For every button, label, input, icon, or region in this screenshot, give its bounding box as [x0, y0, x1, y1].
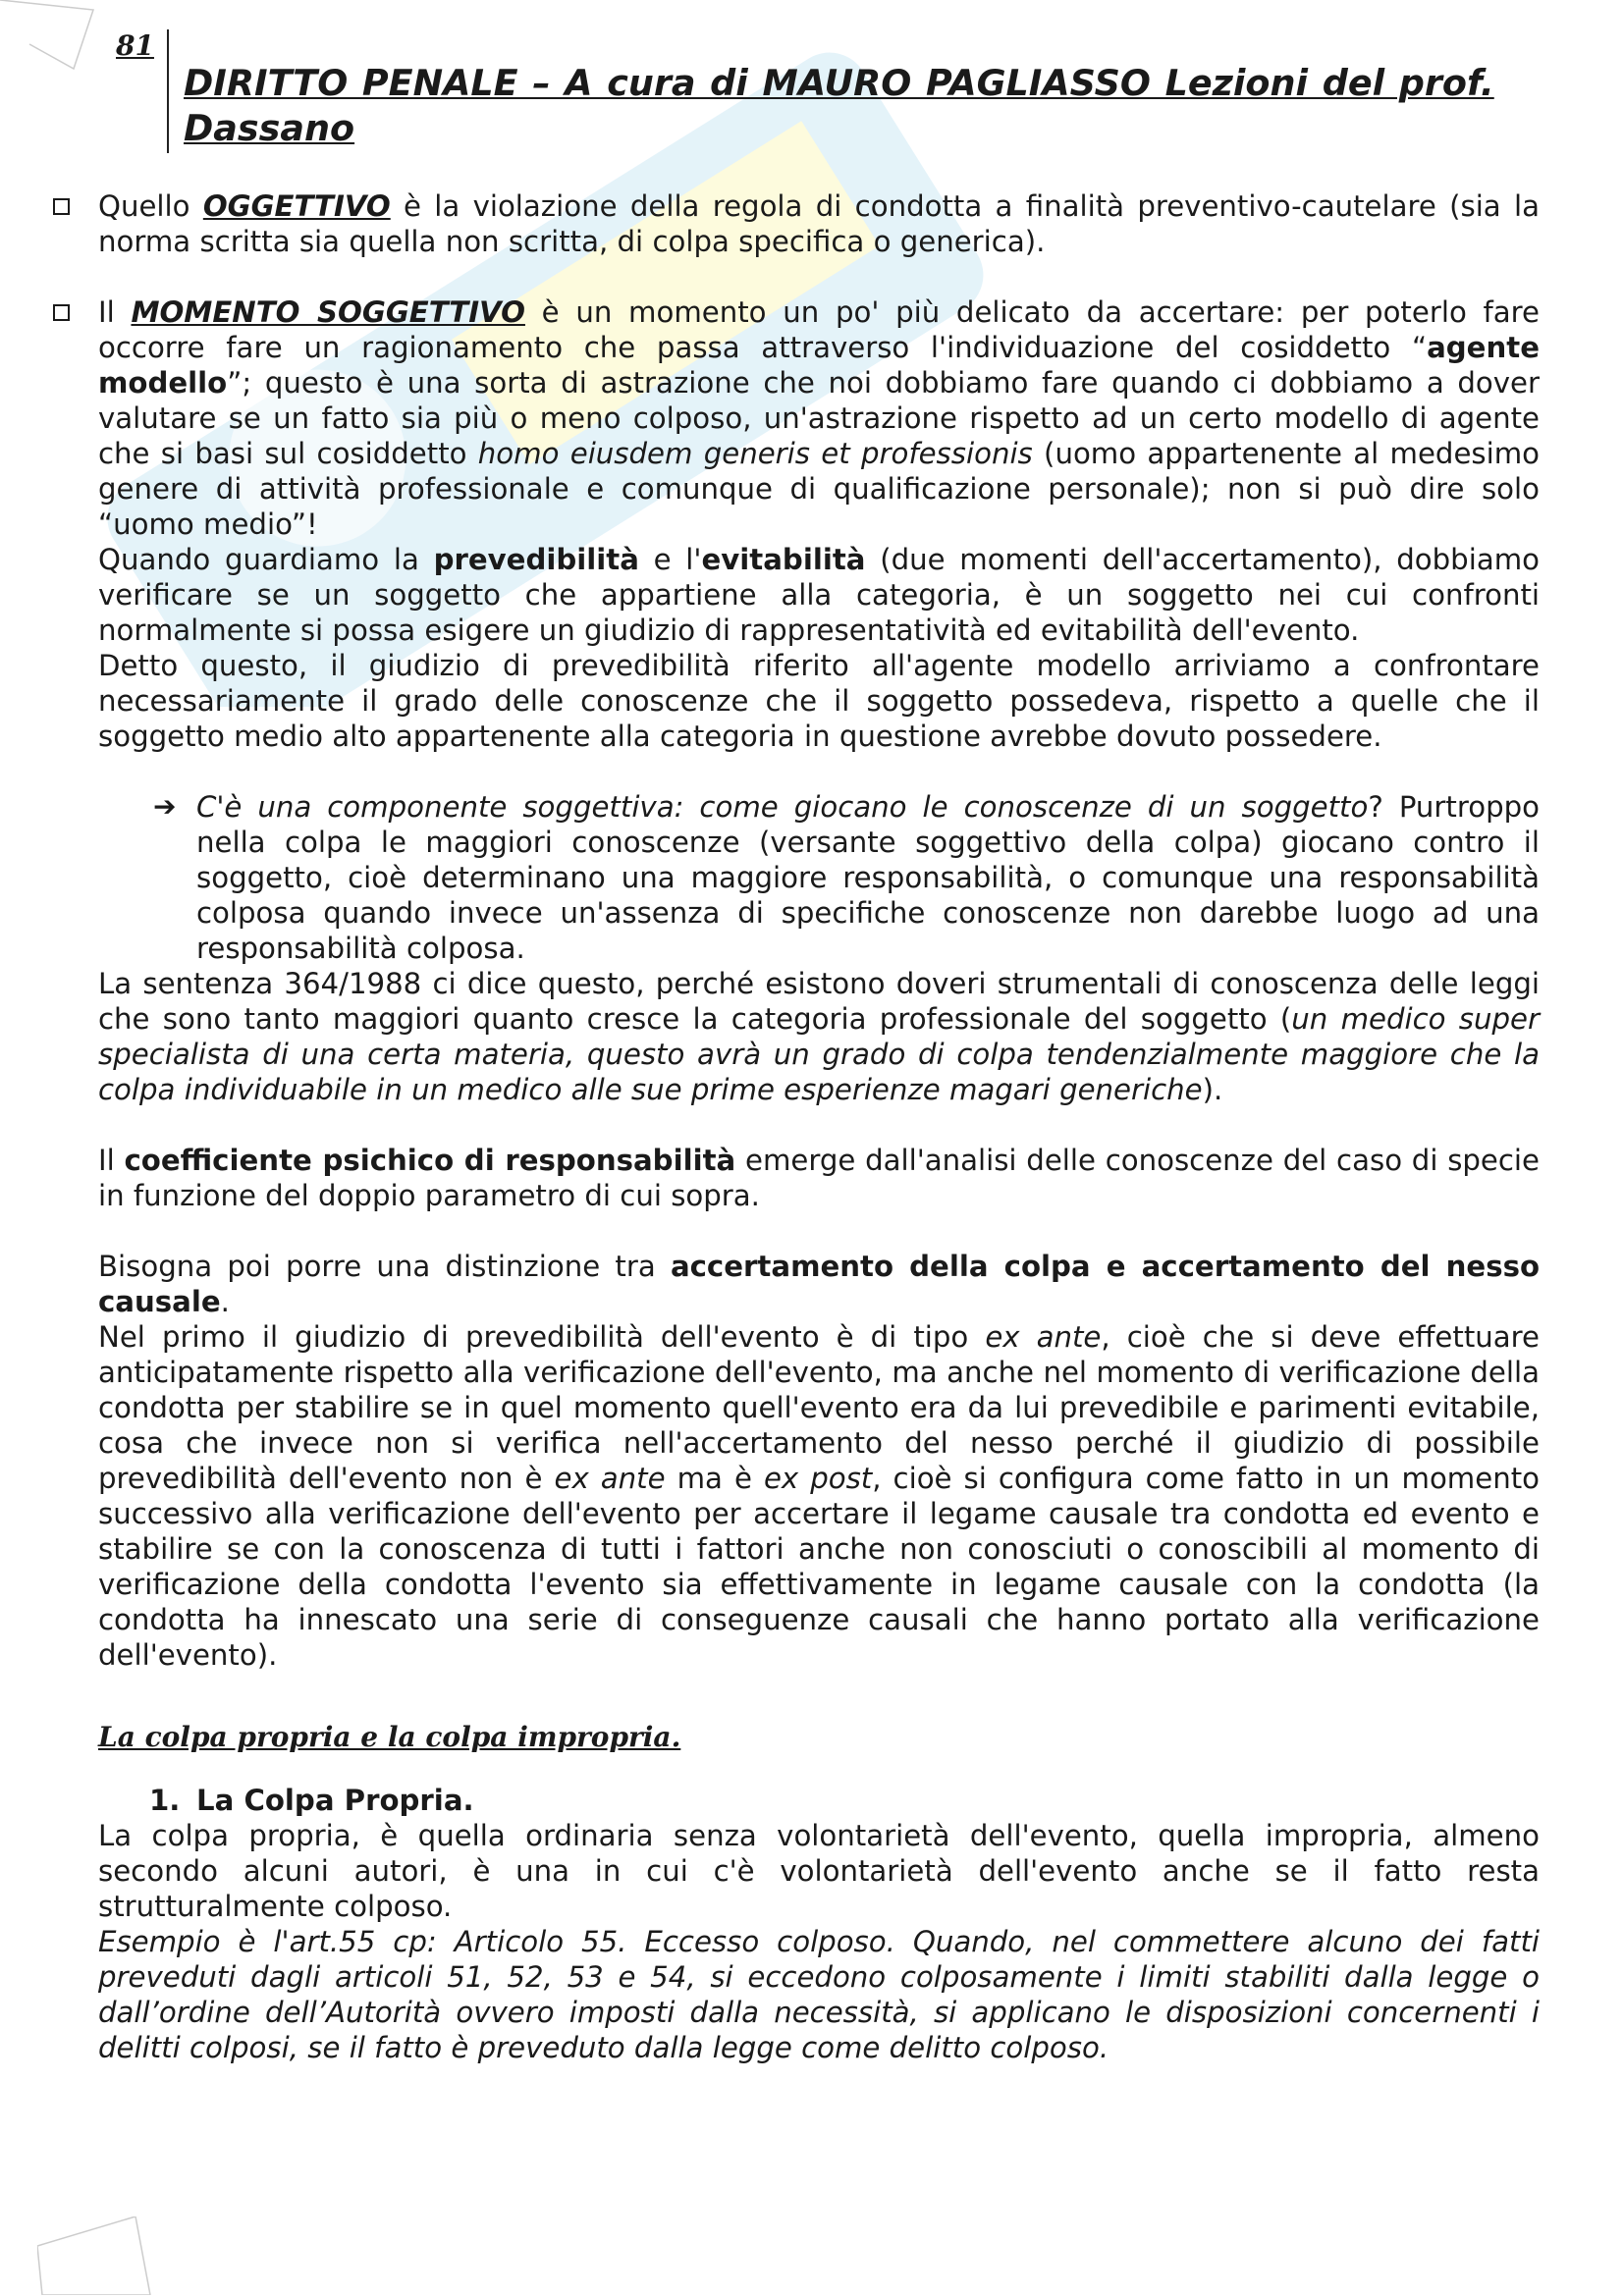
paragraph-momento-soggettivo: Il MOMENTO SOGGETTIVO è un momento un po' più delicato da accertare: per poterlo fare occorre fare un ragionamento che passa attraverso l'individuazione del cosiddetto “agente modello”; questo è una sorta di astrazione che noi dobbiamo fare quando ci dobbiamo a dover valutare se un fatto sia più o meno colposo, un'astrazione rispetto ad un certo modello di agente che si basi sul cosiddetto homo eiusdem generis et professionis (uomo appartenente al medesimo genere di attività professionale e comunque di qualificazione personale); non si può dire solo “uomo medio”!	[98, 294, 1540, 542]
list-heading-text: La Colpa Propria.	[196, 1784, 474, 1817]
page-header-title: DIRITTO PENALE – A cura di MAURO PAGLIASSO Lezioni del prof. Dassano	[184, 62, 1494, 149]
checkbox-bullet-icon	[53, 304, 70, 321]
section-heading: La colpa propria e la colpa impropria.	[98, 1721, 681, 1753]
paragraph-detto-questo: Detto questo, il giudizio di prevedibilità riferito all'agente modello arriviamo a confrontare necessariamente il grado delle conoscenze che il soggetto possedeva, rispetto a quelle che il soggetto medio alto appartenente alla categoria in questione avrebbe dovuto possedere.	[98, 649, 1540, 753]
list-number: 1.	[149, 1784, 181, 1817]
paragraph-prevedibilita: Quando guardiamo la prevedibilità e l'evitabilità (due momenti dell'accertamento), dobbiamo verificare se un soggetto che appartiene alla categoria, è un soggetto nei cui confronti normalmente si possa esigere un giudizio di rappresentatività ed evitabilità dell'evento.	[98, 543, 1540, 647]
checkbox-bullet-icon	[53, 198, 70, 215]
paragraph-componente-soggettiva: ➔ C'è una componente soggettiva: come giocano le conoscenze di un soggetto? Purtroppo nella colpa le maggiori conoscenze (versante soggettivo della colpa) giocano contro il soggetto, cioè determinano una maggiore responsabilità, o comunque una responsabilità colposa quando invece un'assenza di specifiche conoscenze non darebbe luogo ad una responsabilità colposa.	[153, 790, 1541, 965]
document-body	[98, 188, 1540, 2065]
page-number: 81	[116, 29, 154, 62]
paragraph-esempio-art55: Esempio è l'art.55 cp: Articolo 55. Eccesso colposo. Quando, nel commettere alcuno dei fatti preveduti dagli articoli 51, 52, 53 e 54, si eccedono colposamente i limiti stabiliti dalla legge o dall’ordine dell’Autorità ovvero imposti dalla necessità, si applicano le disposizioni concernenti i delitti colposi, se il fatto è preveduto dalla legge come delitto colposo.	[98, 1925, 1540, 2064]
page-corner-decoration	[37, 2216, 155, 2295]
paragraph-oggettivo: Quello OGGETTIVO è la violazione della regola di condotta a finalità preventivo-cautelare (sia la norma scritta sia quella non scritta, di colpa specifica o generica).	[98, 188, 1540, 259]
paragraph-coefficiente: Il coefficiente psichico di responsabilità emerge dall'analisi delle conoscenze del caso di specie in funzione del doppio parametro di cui sopra.	[98, 1144, 1540, 1212]
paragraph-distinzione: Bisogna poi porre una distinzione tra accertamento della colpa e accertamento del nesso causale.	[98, 1250, 1540, 1318]
arrow-right-icon: ➔	[153, 790, 177, 823]
header-divider	[167, 29, 169, 153]
list-heading-colpa-propria	[149, 1783, 1540, 1818]
paragraph-colpa-propria: La colpa propria, è quella ordinaria senza volontarietà dell'evento, quella impropria, almeno secondo alcuni autori, è una in cui c'è volontarietà dell'evento anche se il fatto resta strutturalmente colposo.	[98, 1819, 1540, 1923]
page-corner-decoration	[0, 0, 118, 79]
paragraph-nel-primo: Nel primo il giudizio di prevedibilità dell'evento è di tipo ex ante, cioè che si deve effettuare anticipatamente rispetto alla verificazione dell'evento, ma anche nel momento di verificazione della condotta per stabilire se in quel momento quell'evento era da lui prevedibile e parimenti evitabile, cosa che invece non si verifica nell'accertamento del nesso perché il giudizio di possibile prevedibilità dell'evento non è ex ante ma è ex post, cioè si configura come fatto in un momento successivo alla verificazione dell'evento per accertare il legame causale tra condotta ed evento e stabilire se con la conoscenza di tutti i fattori anche non conosciuti o conoscibili al momento di verificazione della condotta l'evento sia effettivamente in legame causale con la condotta (la condotta ha innescato una serie di conseguenze causali che hanno portato alla verificazione dell'evento).	[98, 1320, 1540, 1672]
paragraph-sentenza: La sentenza 364/1988 ci dice questo, perché esistono doveri strumentali di conoscenza delle leggi che sono tanto maggiori quanto cresce la categoria professionale del soggetto (un medico super specialista di una certa materia, questo avrà un grado di colpa tendenzialmente maggiore che la colpa individuabile in un medico alle sue prime esperienze magari generiche).	[98, 967, 1540, 1106]
